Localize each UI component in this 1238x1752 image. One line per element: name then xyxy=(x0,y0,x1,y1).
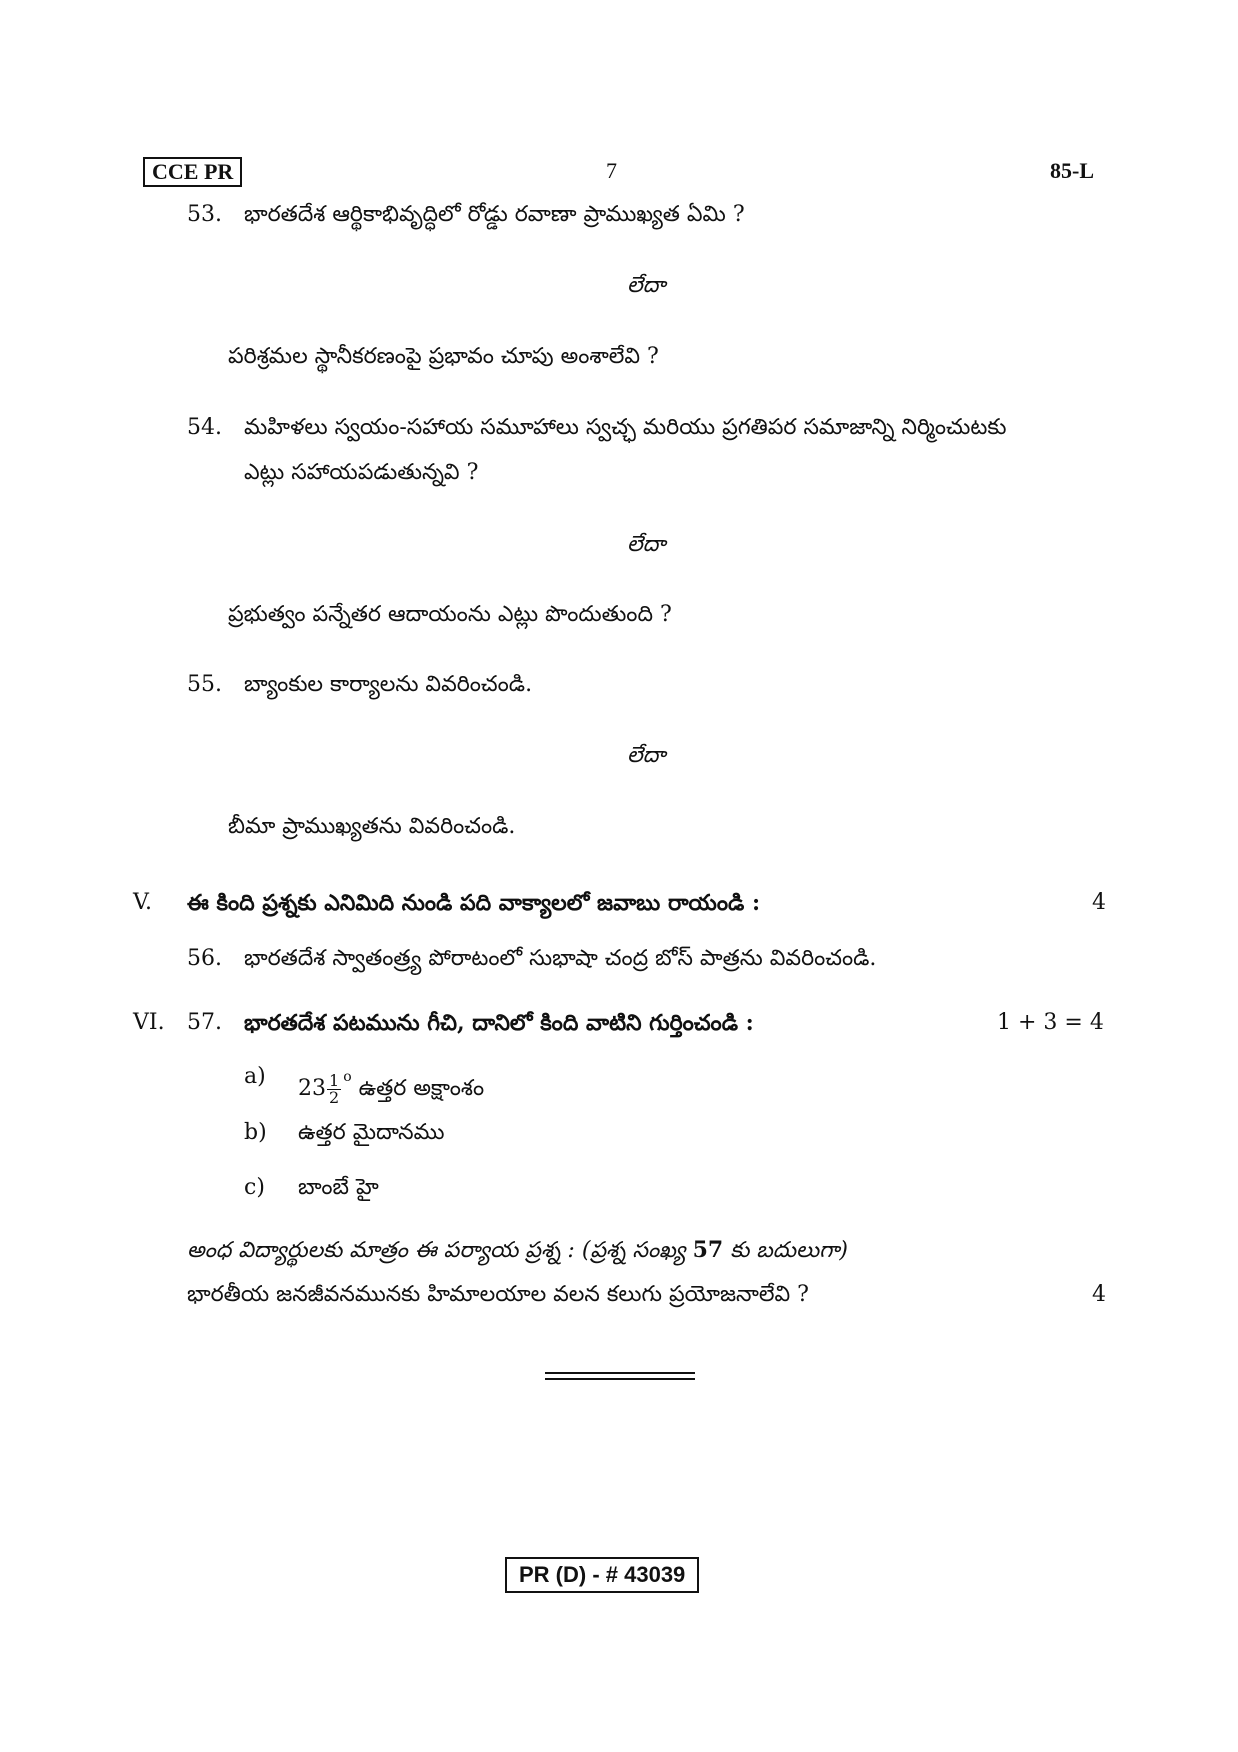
or-label: లేదా xyxy=(627,273,666,298)
alternate-question: ప్రభుత్వం పన్నేతర ఆదాయంను ఎట్లు పొందుతుంది ? xyxy=(228,602,672,627)
fraction-numerator: 1 xyxy=(329,1070,340,1090)
question-text: భారతదేశ స్వాతంత్ర్య పోరాటంలో సుభాషా చంద్ర బోస్ పాత్రను వివరించండి. xyxy=(244,946,877,971)
blind-heading-text: అంధ విద్యార్థులకు మాత్రం ఈ పర్యాయ ప్రశ్న : (ప్రశ్న సంఖ్య xyxy=(187,1238,686,1263)
paper-code: 85-L xyxy=(1050,158,1094,183)
list-item-label: c) xyxy=(244,1175,265,1200)
question-number: 53. xyxy=(187,202,222,227)
blind-alternative-heading xyxy=(187,1235,848,1266)
question-text: భారతదేశ ఆర్థికాభివృద్ధిలో రోడ్డు రవాణా ప్రాముఖ్యత ఏమి ? xyxy=(244,202,745,227)
alternate-question: పరిశ్రమల స్థానీకరణంపై ప్రభావం చూపు అంశాలేవి ? xyxy=(228,344,659,369)
question-number: 56. xyxy=(187,946,222,971)
degree-symbol: o xyxy=(343,1069,352,1085)
question-text-line1: మహిళలు స్వయం-సహాయ సమూహాలు స్వచ్ఛ మరియు ప్రగతిపర సమాజాన్ని నిర్మించుటకు xyxy=(244,415,1007,440)
alternate-question: బీమా ప్రాముఖ్యతను వివరించండి. xyxy=(228,814,516,839)
list-item-label: a) xyxy=(244,1064,266,1089)
blind-alternative-question: భారతీయ జనజీవనమునకు హిమాలయాల వలన కలుగు ప్రయోజనాలేవి ? xyxy=(187,1282,809,1307)
question-number: 55. xyxy=(187,672,222,697)
list-item-text: ఉత్తర అక్షాంశం xyxy=(358,1076,485,1101)
question-text: బ్యాంకుల కార్యాలను వివరించండి. xyxy=(244,672,533,697)
or-label: లేదా xyxy=(627,743,666,768)
blind-heading-end: కు బదులుగా) xyxy=(730,1238,849,1263)
list-item-text: ఉత్తర మైదానము xyxy=(298,1120,445,1145)
list-item-text: బాంబే హై xyxy=(298,1175,379,1200)
footer-code-box: PR (D) - # 43039 xyxy=(505,1557,699,1593)
header-box-label: CCE PR xyxy=(143,157,242,187)
list-item xyxy=(298,1055,484,1111)
question-text: భారతదేశ పటమును గీచి, దానిలో కింది వాటిని గుర్తించండి : xyxy=(244,1010,754,1036)
page-number: 7 xyxy=(606,158,617,183)
blind-heading-question-number: 57 xyxy=(692,1237,724,1263)
question-number: 54. xyxy=(187,415,222,440)
list-item-label: b) xyxy=(244,1120,267,1145)
fraction xyxy=(327,1070,341,1107)
section-roman-numeral: V. xyxy=(133,890,153,915)
section-roman-numeral: VI. xyxy=(133,1010,165,1035)
section-instruction: ఈ కింది ప్రశ్నకు ఎనిమిది నుండి పది వాక్యాలలో జవాబు రాయండి : xyxy=(187,890,761,916)
section-marks: 4 xyxy=(1092,890,1106,915)
fraction-denominator: 2 xyxy=(329,1087,340,1107)
end-of-paper-rule xyxy=(545,1372,695,1380)
section-marks: 1 + 3 = 4 xyxy=(997,1010,1104,1035)
question-text-line2: ఎట్లు సహాయపడుతున్నవి ? xyxy=(244,460,479,485)
question-number: 57. xyxy=(187,1010,222,1035)
latitude-whole: 23 xyxy=(298,1076,326,1101)
or-label: లేదా xyxy=(627,532,666,557)
blind-question-marks: 4 xyxy=(1092,1282,1106,1307)
